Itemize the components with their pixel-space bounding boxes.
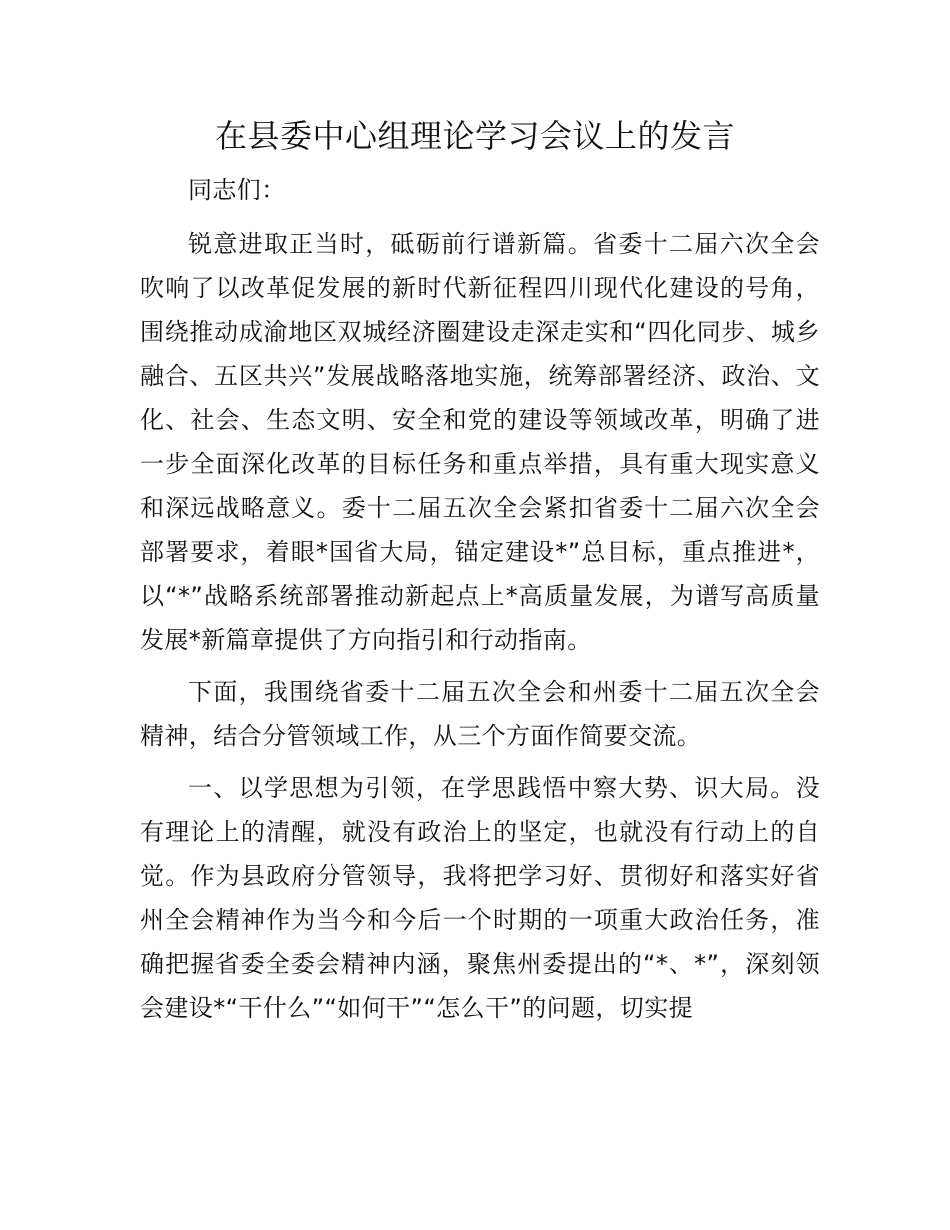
salutation: 同志们： [188,176,286,204]
document-title: 在县委中心组理论学习会议上的发言 [214,117,735,155]
document-body [140,168,820,1038]
paragraph-opening: 锐意进取正当时，砥砺前行谱新篇。省委十二届六次全会吹响了以改革促发展的新时代新征程四川现代化建设的号角，围绕推动成渝地区双城经济圈建设走深走实和“四化同步、城乡融合、五区共兴”发展战略落地实施，统筹部署经济、政治、文化、社会、生态文明、安全和党的建设等领域改革，明确了进一步全面深化改革的目标任务和重点举措，具有重大现实意义和深远战略意义。委十二届五次全会紧扣省委十二届六次全会部署要求，着眼*国省大局，锚定建设*”总目标，重点推进*，以“*”战略系统部署推动新起点上*高质量发展，为谱写高质量发展*新篇章提供了方向指引和行动指南。 [140,230,820,654]
paragraph-outline: 下面，我围绕省委十二届五次全会和州委十二届五次全会精神，结合分管领域工作，从三个方面作简要交流。 [140,678,820,750]
paragraph-section-one: 一、以学思想为引领，在学思践悟中察大势、识大局。没有理论上的清醒，就没有政治上的坚定，也就没有行动上的自觉。作为县政府分管领导，我将把学习好、贯彻好和落实好省州全会精神作为当今和今后一个时期的一项重大政治任务，准确把握省委全委会精神内涵，聚焦州委提出的“*、*”，深刻领会建设*“干什么”“如何干”“怎么干”的问题，切实提 [140,774,820,1022]
